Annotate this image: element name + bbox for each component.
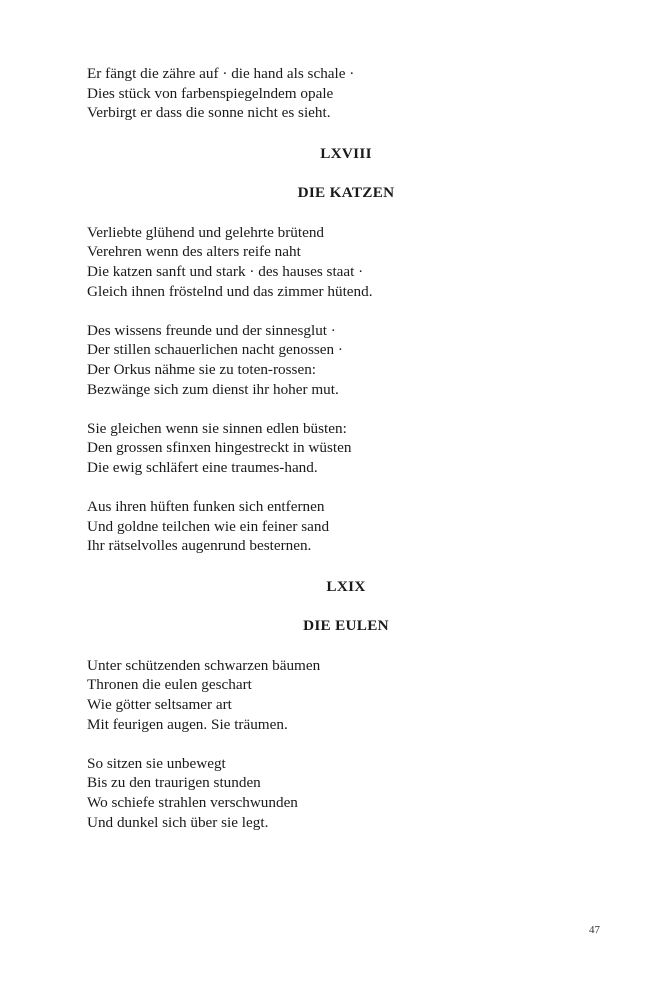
- verse-line: Die ewig schläfert eine traumes-hand.: [87, 458, 318, 476]
- verse-line: Des wissens freunde und der sinnesglut ·: [87, 321, 336, 339]
- verse-line: Er fängt die zähre auf · die hand als schale ·: [87, 65, 355, 82]
- stanza: [87, 419, 587, 478]
- verse-line: Verehren wenn des alters reife naht: [87, 243, 301, 261]
- verse-line: Unter schützenden schwarzen bäumen: [87, 656, 321, 674]
- intro-stanza: [87, 64, 587, 123]
- verse-line: Die katzen sanft und stark · des hauses staat ·: [87, 262, 364, 280]
- stanza: [87, 321, 587, 399]
- verse-line: Thronen die eulen geschart: [87, 676, 252, 694]
- stanza: [87, 754, 587, 832]
- poem-title: DIE EULEN: [303, 616, 389, 634]
- verse-line: Wie götter seltsamer art: [87, 696, 232, 714]
- stanza: [87, 656, 587, 734]
- verse-line: Der Orkus nähme sie zu toten-rossen:: [87, 360, 317, 378]
- verse-line: Bis zu den traurigen stunden: [87, 774, 261, 792]
- verse-line: Der stillen schauerlichen nacht genossen ·: [87, 341, 343, 359]
- verse-line: Ihr rätselvolles augenrund besternen.: [87, 537, 312, 555]
- verse-line: Dies stück von farbenspiegelndem opale: [87, 84, 334, 102]
- poem-numeral: LXVIII: [320, 144, 372, 162]
- stanza: [87, 223, 587, 301]
- verse-line: Und dunkel sich über sie legt.: [87, 813, 269, 831]
- verse-line: Und goldne teilchen wie ein feiner sand: [87, 517, 330, 535]
- verse-line: Verliebte glühend und gelehrte brütend: [87, 223, 325, 241]
- poem-title: DIE KATZEN: [297, 183, 395, 201]
- poem-numeral: LXIX: [326, 577, 366, 595]
- verse-line: Bezwänge sich zum dienst ihr hoher mut.: [87, 380, 339, 398]
- page-number: 47: [589, 924, 600, 936]
- verse-line: Verbirgt er dass die sonne nicht es sieht.: [87, 104, 331, 122]
- page-body: [87, 64, 587, 832]
- verse-line: So sitzen sie unbewegt: [87, 754, 226, 772]
- verse-line: Wo schiefe strahlen verschwunden: [87, 794, 298, 812]
- stanza: [87, 497, 587, 556]
- verse-line: Aus ihren hüften funken sich entfernen: [87, 498, 325, 516]
- verse-line: Mit feurigen augen. Sie träumen.: [87, 715, 288, 733]
- verse-line: Gleich ihnen fröstelnd und das zimmer hütend.: [87, 282, 373, 300]
- verse-line: Sie gleichen wenn sie sinnen edlen büsten:: [87, 419, 347, 437]
- verse-line: Den grossen sfinxen hingestreckt in wüsten: [87, 439, 352, 457]
